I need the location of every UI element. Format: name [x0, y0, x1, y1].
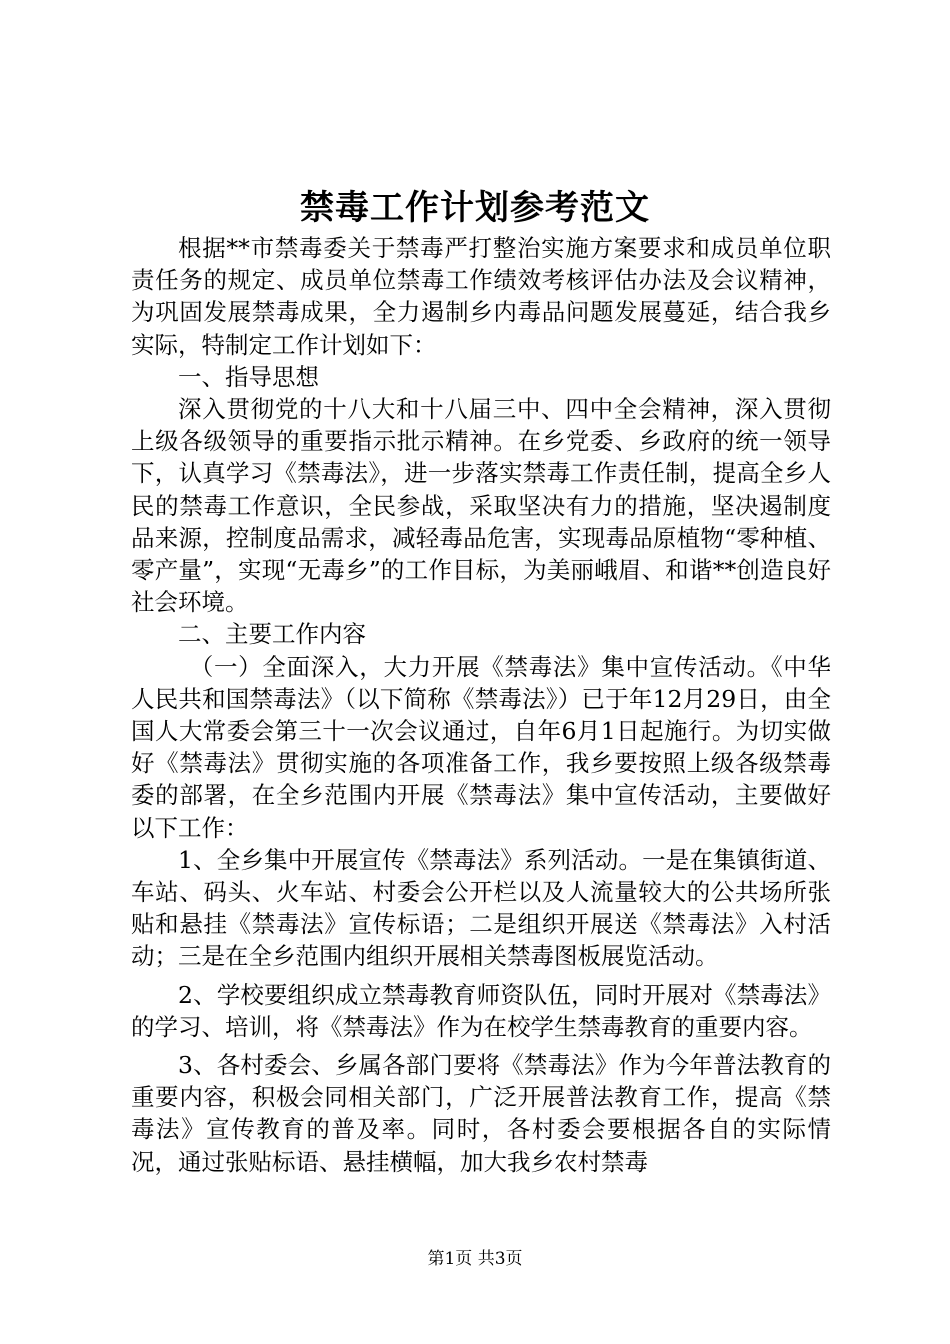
- document-title: 禁毒工作计划参考范文: [300, 188, 650, 228]
- item-three-paragraph: 3、各村委会、乡属各部门要将《禁毒法》作为今年普法教育的重要内容，积极会同相关部门，广泛开展普法教育工作，提高《禁毒法》宣传教育的普及率。同时，各村委会要根据各自的实际情况，通过张贴标语、悬挂横幅，加大我乡农村禁毒: [131, 1051, 831, 1176]
- guiding-thought-paragraph: 深入贯彻党的十八大和十八届三中、四中全会精神，深入贯彻上级各级领导的重要指示批示精神。在乡党委、乡政府的统一领导下，认真学习《禁毒法》，进一步落实禁毒工作责任制，提高全乡人民的禁毒工作意识，全民参战，采取坚决有力的措施，坚决遏制度品来源，控制度品需求，减轻毒品危害，实现毒品原植物“零种植、零产量”，实现“无毒乡”的工作目标，为美丽峨眉、和谐**创造良好社会环境。: [131, 395, 831, 617]
- item-two-paragraph: 2、学校要组织成立禁毒教育师资队伍，同时开展对《禁毒法》的学习、培训，将《禁毒法》作为在校学生禁毒教育的重要内容。: [131, 980, 831, 1041]
- intro-paragraph: 根据**市禁毒委关于禁毒严打整治实施方案要求和成员单位职责任务的规定、成员单位禁毒工作绩效考核评估办法及会议精神，为巩固发展禁毒成果，全力遏制乡内毒品问题发展蔓延，结合我乡实际，特制定工作计划如下：: [131, 234, 831, 359]
- item-one-paragraph: 1、全乡集中开展宣传《禁毒法》系列活动。一是在集镇街道、车站、码头、火车站、村委会公开栏以及人流量较大的公共场所张贴和悬挂《禁毒法》宣传标语；二是组织开展送《禁毒法》入村活动；三是在全乡范围内组织开展相关禁毒图板展览活动。: [131, 845, 831, 971]
- section-one-paragraph: （一）全面深入，大力开展《禁毒法》集中宣传活动。《中华人民共和国禁毒法》（以下简称《禁毒法》）已于年12月29日，由全国人大常委会第三十一次会议通过，自年6月1日起施行。为切实做好《禁毒法》贯彻实施的各项准备工作，我乡要按照上级各级禁毒委的部署，在全乡范围内开展《禁毒法》集中宣传活动，主要做好以下工作：: [131, 652, 831, 842]
- section-heading-guiding-thought: 一、指导思想: [178, 362, 319, 391]
- document-body: [131, 232, 831, 1178]
- section-heading-main-work: 二、主要工作内容: [178, 620, 366, 649]
- page-number-footer: 第1页 共3页: [427, 1249, 523, 1269]
